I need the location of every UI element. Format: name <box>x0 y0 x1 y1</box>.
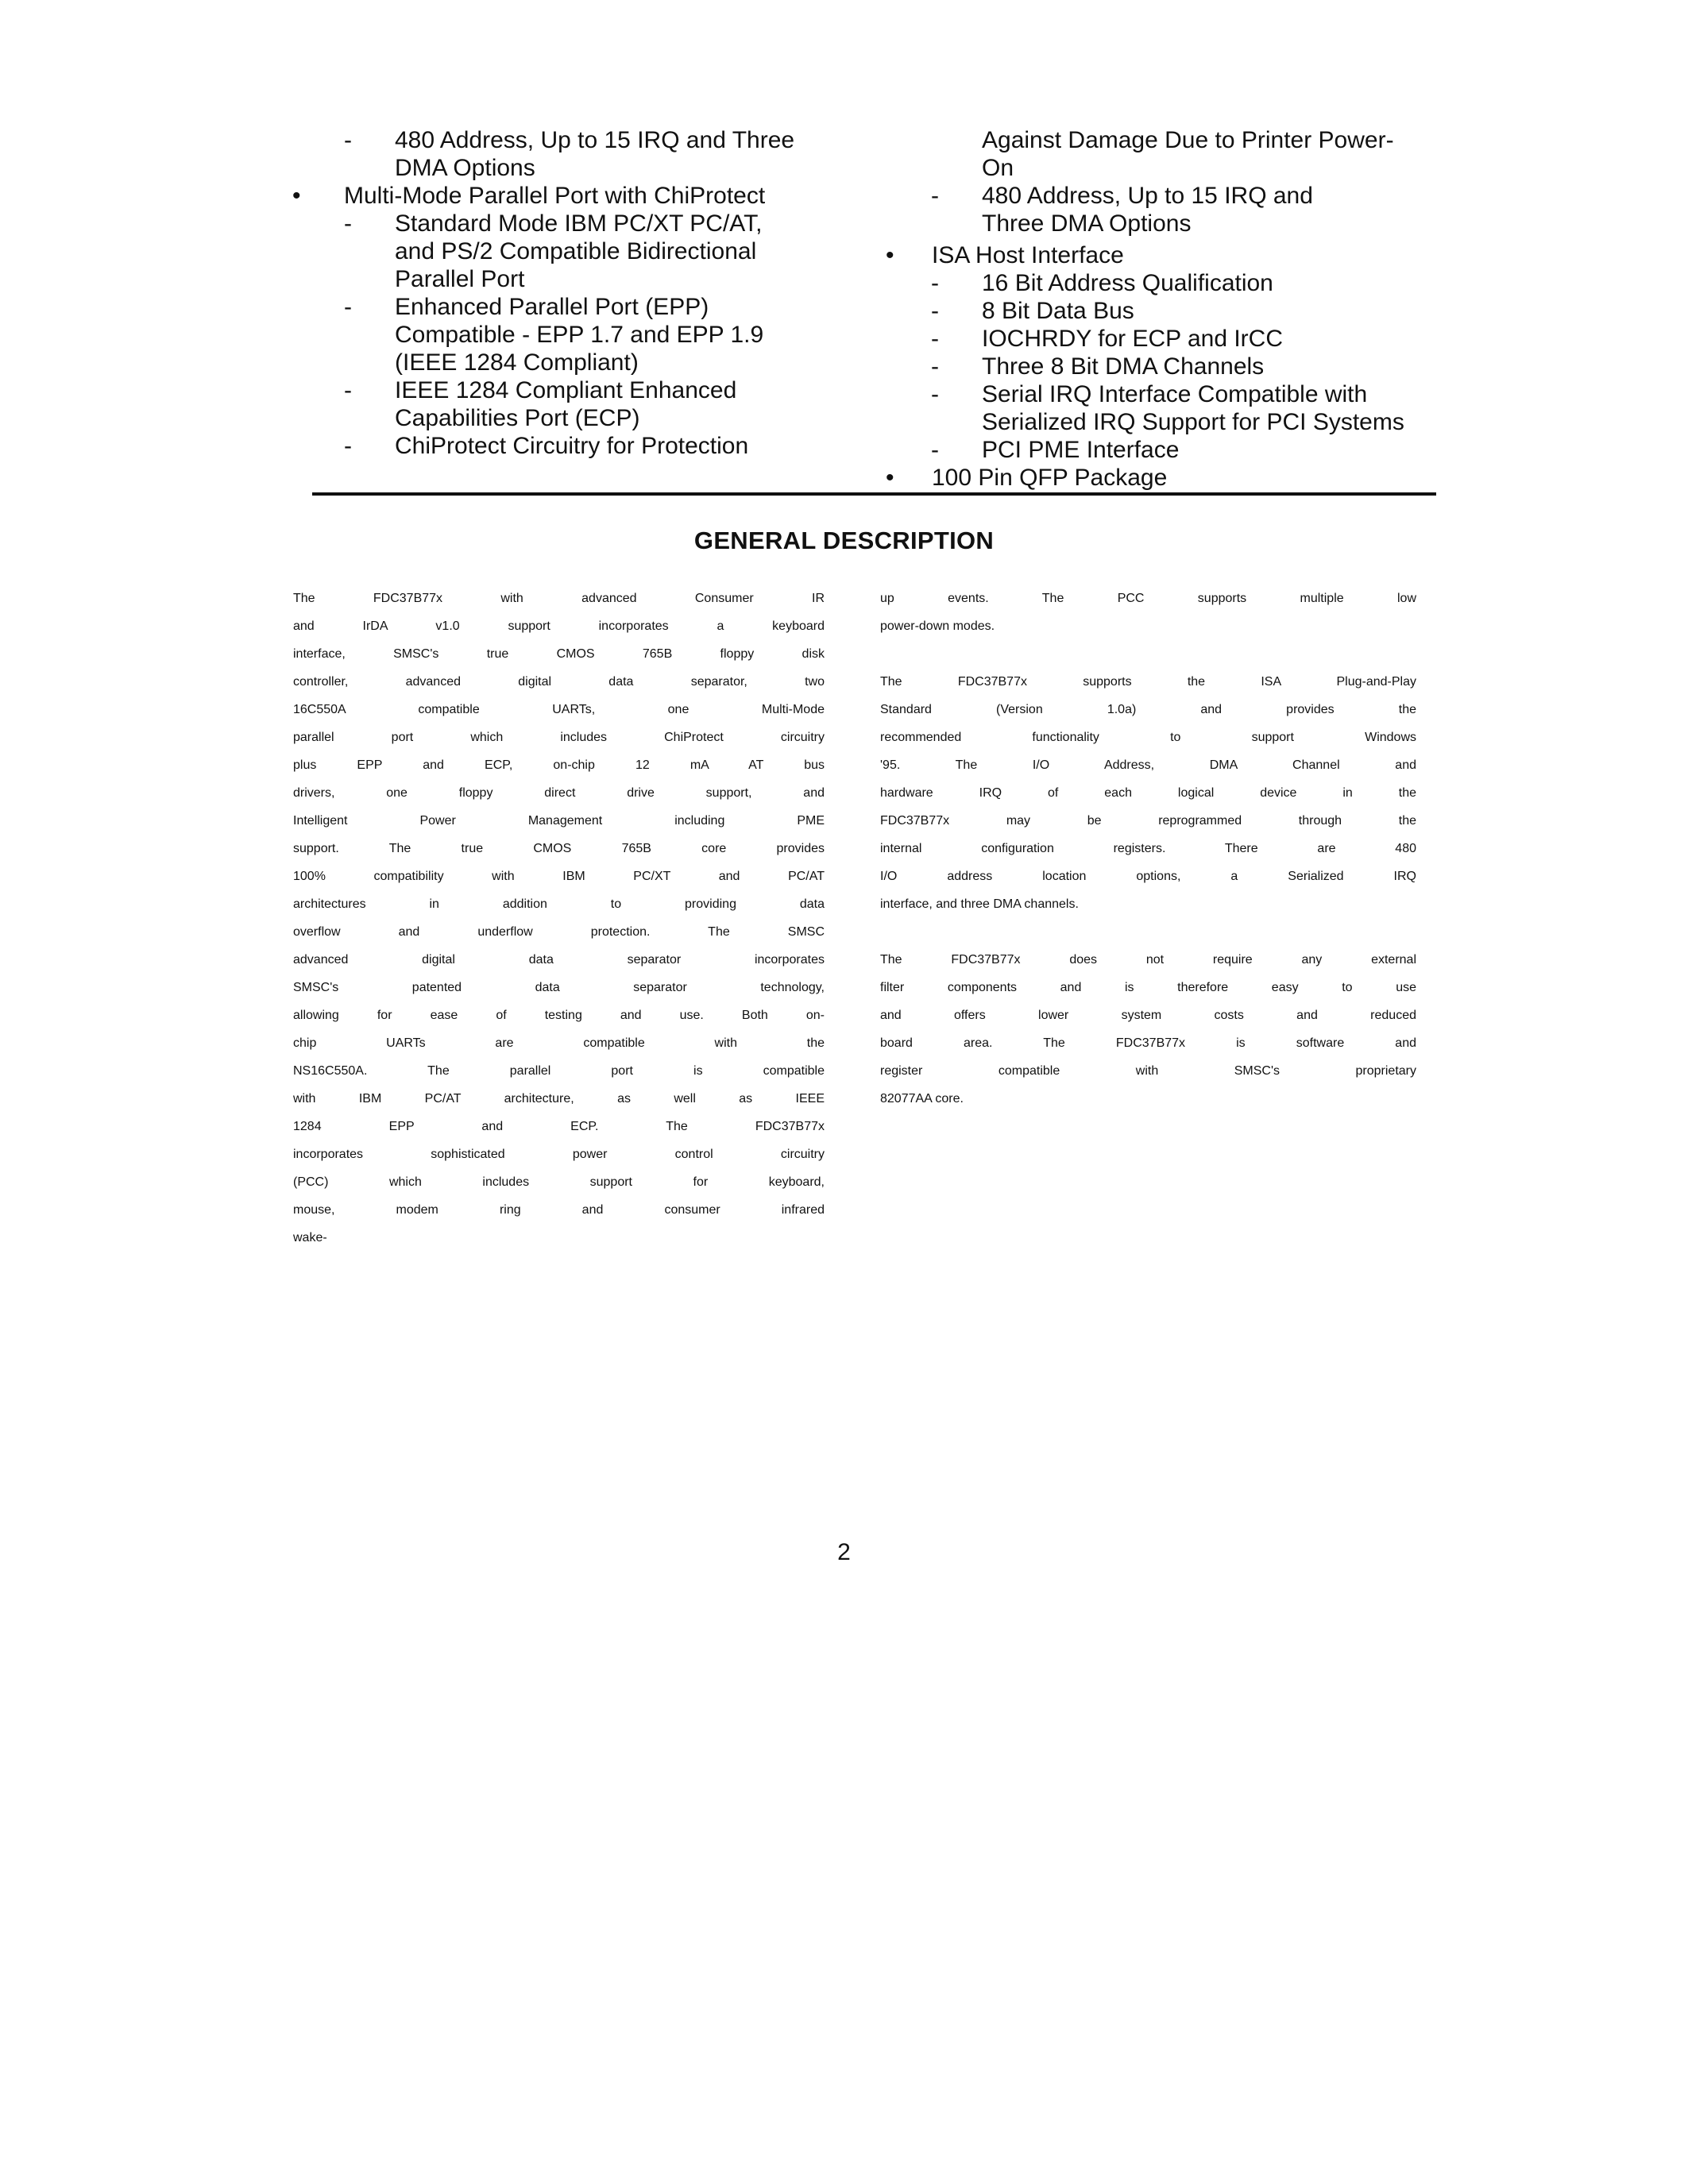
bullet-marker: • <box>292 183 301 209</box>
text-line: plus EPP and ECP, on-chip 12 mA AT bus <box>293 758 825 772</box>
feature-line: Enhanced Parallel Port (EPP) <box>395 294 709 320</box>
text-line: I/O address location options, a Serialized IRQ <box>880 870 1416 883</box>
text-line: 1284 EPP and ECP. The FDC37B77x <box>293 1120 825 1133</box>
text-line: Standard (Version 1.0a) and provides the <box>880 703 1416 716</box>
text-line: up events. The PCC supports multiple low <box>880 592 1416 605</box>
feature-line: Against Damage Due to Printer Power- <box>982 127 1394 153</box>
feature-line: 100 Pin QFP Package <box>932 465 1168 491</box>
dash-marker: - <box>344 377 352 403</box>
text-line: register compatible with SMSC's proprietary <box>880 1064 1416 1078</box>
text-line: The FDC37B77x does not require any external <box>880 953 1416 967</box>
text-line: controller, advanced digital data separator, two <box>293 675 825 689</box>
text-line: FDC37B77x may be reprogrammed through the <box>880 814 1416 828</box>
text-line: mouse, modem ring and consumer infrared <box>293 1203 825 1217</box>
feature-line: Serialized IRQ Support for PCI Systems <box>982 409 1404 435</box>
text-line: with IBM PC/AT architecture, as well as IEEE <box>293 1092 825 1106</box>
text-line: 100% compatibility with IBM PC/XT and PC/AT <box>293 870 825 883</box>
bullet-marker: • <box>886 242 894 268</box>
horizontal-rule <box>312 492 1436 496</box>
description-left-column <box>293 592 825 1259</box>
text-line: parallel port which includes ChiProtect circuitry <box>293 731 825 744</box>
feature-line: 16 Bit Address Qualification <box>982 270 1273 296</box>
feature-line: PCI PME Interface <box>982 437 1180 463</box>
text-line: architectures in addition to providing data <box>293 897 825 911</box>
text-line: interface, SMSC's true CMOS 765B floppy disk <box>293 647 825 661</box>
text-line: drivers, one floppy direct drive support, and <box>293 786 825 800</box>
feature-line: Capabilities Port (ECP) <box>395 405 640 431</box>
feature-line: Three DMA Options <box>982 210 1192 237</box>
feature-line: Compatible - EPP 1.7 and EPP 1.9 <box>395 322 764 348</box>
text-line: '95. The I/O Address, DMA Channel and <box>880 758 1416 772</box>
text-line: incorporates sophisticated power control circuitry <box>293 1148 825 1161</box>
text-line: and offers lower system costs and reduced <box>880 1009 1416 1022</box>
dash-marker: - <box>931 353 939 380</box>
dash-marker: - <box>344 433 352 459</box>
text-line: 16C550A compatible UARTs, one Multi-Mode <box>293 703 825 716</box>
text-line: hardware IRQ of each logical device in the <box>880 786 1416 800</box>
text-line: and IrDA v1.0 support incorporates a keyboard <box>293 619 825 633</box>
text-line: (PCC) which includes support for keyboard, <box>293 1175 825 1189</box>
feature-line: IEEE 1284 Compliant Enhanced <box>395 377 737 403</box>
dash-marker: - <box>931 298 939 324</box>
dash-marker: - <box>344 210 352 237</box>
feature-line: Multi-Mode Parallel Port with ChiProtect <box>344 183 766 209</box>
feature-line: DMA Options <box>395 155 535 181</box>
bullet-marker: • <box>886 465 894 491</box>
text-line: internal configuration registers. There are 480 <box>880 842 1416 855</box>
text-line: The FDC37B77x with advanced Consumer IR <box>293 592 825 605</box>
feature-line: Parallel Port <box>395 266 525 292</box>
feature-line: (IEEE 1284 Compliant) <box>395 349 639 376</box>
dash-marker: - <box>931 326 939 352</box>
feature-line: 480 Address, Up to 15 IRQ and <box>982 183 1313 209</box>
feature-line: ChiProtect Circuitry for Protection <box>395 433 749 459</box>
text-line: Intelligent Power Management including PME <box>293 814 825 828</box>
text-line: wake- <box>293 1231 327 1244</box>
dash-marker: - <box>931 437 939 463</box>
text-line: board area. The FDC37B77x is software and <box>880 1036 1416 1050</box>
dash-marker: - <box>931 183 939 209</box>
feature-line: Serial IRQ Interface Compatible with <box>982 381 1368 407</box>
text-line: overflow and underflow protection. The SMSC <box>293 925 825 939</box>
text-line: advanced digital data separator incorporates <box>293 953 825 967</box>
dash-marker: - <box>344 127 352 153</box>
dash-marker: - <box>931 381 939 407</box>
text-line: SMSC's patented data separator technology, <box>293 981 825 994</box>
page-number: 2 <box>837 1539 851 1565</box>
text-line: allowing for ease of testing and use. Both on- <box>293 1009 825 1022</box>
text-line: interface, and three DMA channels. <box>880 897 1079 911</box>
description-right-para-1 <box>880 592 1416 647</box>
text-line: 82077AA core. <box>880 1092 964 1106</box>
text-line: chip UARTs are compatible with the <box>293 1036 825 1050</box>
text-line: The FDC37B77x supports the ISA Plug-and-Play <box>880 675 1416 689</box>
dash-marker: - <box>344 294 352 320</box>
feature-line: Three 8 Bit DMA Channels <box>982 353 1265 380</box>
feature-line: and PS/2 Compatible Bidirectional <box>395 238 757 264</box>
text-line: filter components and is therefore easy to use <box>880 981 1416 994</box>
dash-marker: - <box>931 270 939 296</box>
feature-line: 8 Bit Data Bus <box>982 298 1134 324</box>
feature-line: Standard Mode IBM PC/XT PC/AT, <box>395 210 763 237</box>
description-right-para-3 <box>880 953 1416 1120</box>
feature-line: IOCHRDY for ECP and IrCC <box>982 326 1283 352</box>
text-line: NS16C550A. The parallel port is compatible <box>293 1064 825 1078</box>
text-line: support. The true CMOS 765B core provides <box>293 842 825 855</box>
section-heading: GENERAL DESCRIPTION <box>693 527 995 554</box>
feature-line: 480 Address, Up to 15 IRQ and Three <box>395 127 795 153</box>
feature-line: ISA Host Interface <box>932 242 1124 268</box>
description-right-para-2 <box>880 675 1416 925</box>
text-line: power-down modes. <box>880 619 995 633</box>
feature-line: On <box>982 155 1014 181</box>
text-line: recommended functionality to support Windows <box>880 731 1416 744</box>
